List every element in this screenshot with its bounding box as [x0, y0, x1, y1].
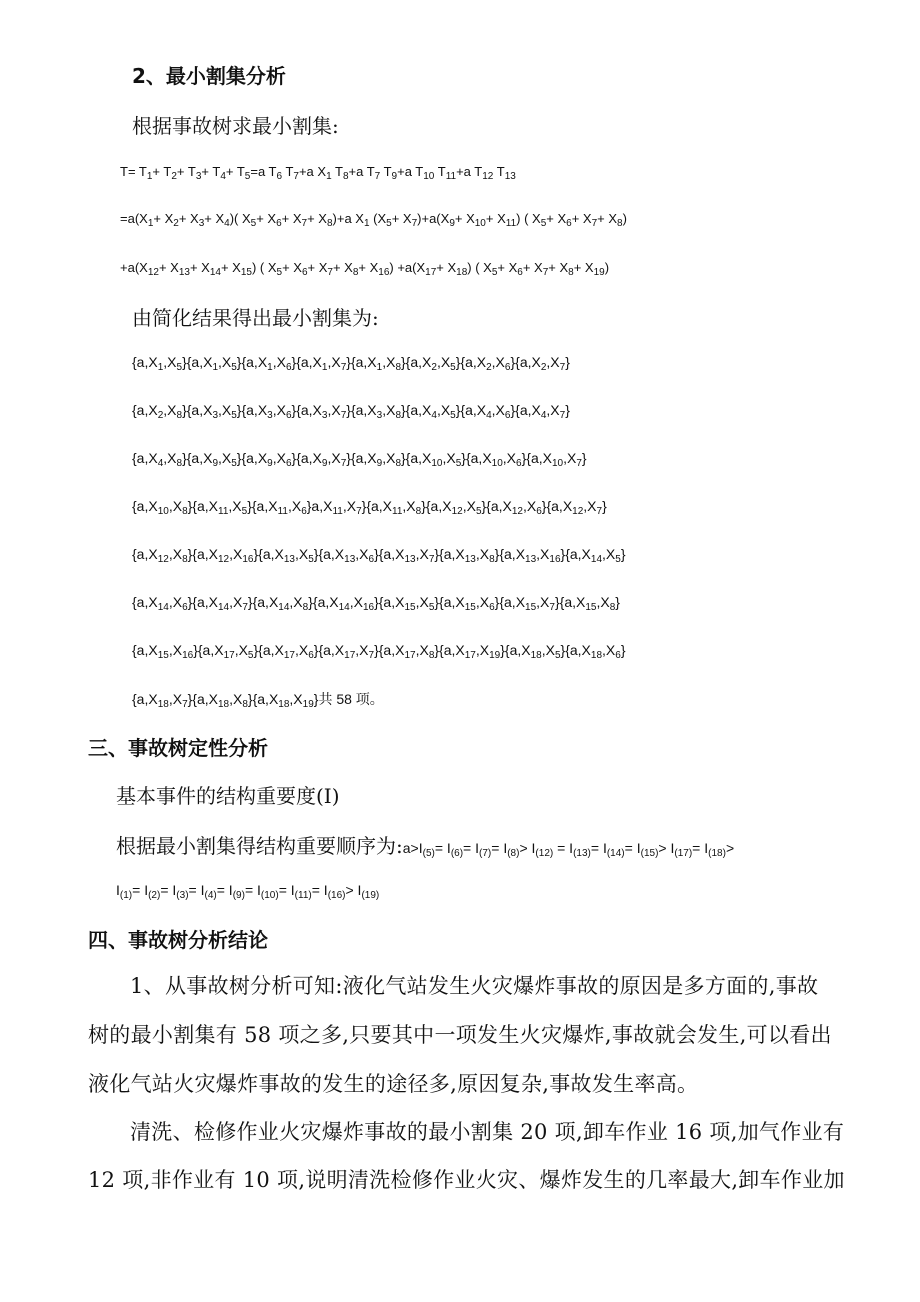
- subscript: 8: [568, 267, 574, 278]
- subscript: 8: [242, 699, 248, 710]
- subscript: 19: [593, 267, 605, 278]
- subscript: 12: [482, 171, 494, 182]
- subscript: 17: [223, 650, 235, 661]
- subscript: 16: [182, 650, 194, 661]
- subscript: 6: [516, 458, 522, 469]
- subscript: 7: [340, 458, 347, 469]
- subscript: 2: [486, 362, 492, 373]
- subscript: 3: [198, 218, 205, 229]
- subscript: 17: [464, 650, 476, 661]
- subscript: 5: [247, 650, 254, 661]
- subscript: (17): [674, 848, 693, 859]
- subscript: 15: [240, 267, 252, 278]
- subscript: 17: [283, 650, 295, 661]
- subscript: 7: [327, 267, 333, 278]
- subscript: 7: [542, 267, 549, 278]
- subscript: 7: [576, 458, 582, 469]
- subscript: 4: [540, 410, 547, 421]
- equation-line-2: $=a(X_1+ X_2+ X_3+ X_4)$( $X_5+ X_6+ X_7+ X_8)+a$ $X_1$ $(X_5+ X_7)+a(X_9+ X_{10}+ X_{11})$ ( $X_5+ X_6+ X_7+ X_8$): [120, 211, 627, 229]
- subscript: 1: [147, 218, 154, 229]
- subscript: 10: [157, 506, 169, 517]
- subscript: 5: [450, 410, 456, 421]
- importance-order-formula-1: $a>I_{(5)}= I_{(6)}= I_{(7)}= I_{(8)}> I_{(12)} = I_{(13)}= I_{(14)}= I_{(15)}> I_{(17)}= I_{(18)}>$: [402, 840, 735, 859]
- subscript: 7: [596, 506, 603, 517]
- subscript: (1): [119, 890, 133, 901]
- cut-set-line-3: $\{a,X_4,X_8\}\{a,X_9,X_5\}\{a,X_9,X_6\}\{a,X_9,X_7\}\{a,X_9,X_8\}\{a,X_{10},X_5\}\{a,X_{10},X_6\}\{a,X_{10},X_7\}$: [132, 450, 587, 469]
- subscript: 9: [376, 458, 383, 469]
- subscript: 13: [464, 554, 476, 565]
- equation-line-3: $+a(X_{12}+ X_{13}+ X_{14}+ X_{15})$ ( $X_5+ X_6+ X_7+ X_8+ X_{16}) +a(X_{17}+ X_{18})$ ( $X_5+ X_6+ X_7+ X_8+ X_{19}$): [120, 260, 610, 278]
- subscript: 8: [428, 650, 435, 661]
- subscript: 6: [285, 362, 292, 373]
- subscript: (11): [294, 890, 312, 901]
- subscript: (7): [479, 848, 492, 859]
- subscript: 18: [278, 699, 290, 710]
- subscript: 3: [267, 410, 273, 421]
- subscript: (18): [708, 848, 726, 859]
- cut-set-line-8: $\{a,X_{18},X_7\}\{a,X_{18},X_8\}\{a,X_{18},X_{19}\}$共 58 项。: [132, 691, 384, 710]
- subscript: 2: [171, 171, 177, 182]
- subscript: 5: [231, 410, 237, 421]
- subscript: 18: [218, 699, 230, 710]
- subscript: 5: [428, 602, 435, 613]
- subscript: (3): [176, 890, 189, 901]
- subscript: 4: [157, 458, 164, 469]
- subscript: 12: [218, 554, 230, 565]
- subscript: 8: [489, 554, 495, 565]
- subscript: 12: [511, 506, 523, 517]
- subscript: 4: [224, 218, 230, 229]
- subscript: 6: [285, 458, 292, 469]
- subscript: 5: [386, 218, 392, 229]
- subscript: 13: [178, 267, 190, 278]
- cut-set-line-2: $\{a,X_2,X_8\}\{a,X_3,X_5\}\{a,X_3,X_6\}\{a,X_3,X_7\}\{a,X_3,X_8\}\{a,X_4,X_5\}\{a,X_4,X_6\}\{a,X_4,X_7\}$: [132, 402, 570, 421]
- subscript: 14: [218, 602, 230, 613]
- subscript: 5: [455, 458, 462, 469]
- cut-set-line-5: $\{a,X_{12},X_8\}\{a,X_{12},X_{16}\}\{a,X_{13},X_5\}\{a,X_{13},X_6\}\{a,X_{13},X_7\}\{a,X_{13},X_8\}\{a,X_{13},X_{16}\}\{a,X_{14},X_5\}$: [132, 546, 626, 565]
- section-2-heading: 2、最小割集分析: [132, 64, 286, 88]
- cut-set-line-1: $\{a,X_1,X_5\}\{a,X_1,X_5\}\{a,X_1,X_6\}\{a,X_1,X_7\}\{a,X_1,X_8\}\{a,X_2,X_5\}\{a,X_2,X_6\}\{a,X_2,X_7\}$: [132, 354, 570, 373]
- subscript: 8: [302, 602, 309, 613]
- subscript: 6: [504, 362, 511, 373]
- subscript: 6: [276, 218, 282, 229]
- importance-order-prefix: 根据最小割集得结构重要顺序为:: [116, 834, 403, 858]
- subscript: 6: [182, 602, 188, 613]
- subscript: 2: [173, 218, 179, 229]
- subscript: 4: [220, 171, 226, 182]
- subscript: 7: [340, 362, 347, 373]
- subscript: 8: [182, 506, 188, 517]
- subscript: 12: [451, 506, 463, 517]
- subscript: 7: [368, 650, 375, 661]
- subscript: (15): [640, 848, 659, 859]
- subscript: 15: [525, 602, 537, 613]
- subscript: 14: [278, 602, 290, 613]
- subscript: 8: [326, 218, 333, 229]
- subscript: 10: [423, 171, 435, 182]
- subscript: 6: [504, 410, 511, 421]
- subscript: 18: [590, 650, 603, 661]
- subscript: 6: [285, 410, 292, 421]
- subscript: (19): [361, 890, 380, 901]
- subscript: 5: [276, 267, 283, 278]
- subscript: 5: [308, 554, 314, 565]
- subscript: 2: [540, 362, 547, 373]
- subscript: 9: [212, 458, 218, 469]
- subscript: 13: [525, 554, 537, 565]
- subscript: 17: [425, 267, 437, 278]
- equation-line-1: $T= T_1+ T_2+ T_3+ T_4+ T_5=a$ $T_6$ $T_7+a$ $X_1$ $T_8+a$ $T_7$ $T_9+a$ $T_{10}$ $T_{11}+a$ $T_{12}$ $T_{13}$: [120, 164, 516, 182]
- subscript: 15: [404, 602, 416, 613]
- subscript: 6: [308, 650, 314, 661]
- cut-set-line-6: $\{a,X_{14},X_6\}\{a,X_{14},X_7\}\{a,X_{14},X_8\}\{a,X_{14},X_{16}\}\{a,X_{15},X_5\}\{a,X_{15},X_6\}\{a,X_{15},X_7\}\{a,X_{15},X_8\}$: [132, 594, 620, 613]
- subscript: 5: [244, 171, 251, 182]
- subscript: 17: [344, 650, 356, 661]
- subscript: 16: [549, 554, 561, 565]
- subscript: 18: [456, 267, 468, 278]
- subscript: 8: [352, 267, 359, 278]
- subscript: 7: [242, 602, 248, 613]
- subscript: 1: [321, 362, 328, 373]
- subscript: (14): [606, 848, 625, 859]
- cut-set-intro: 根据事故树求最小割集:: [132, 114, 339, 138]
- subscript: 8: [617, 218, 623, 229]
- importance-order-line-2: $I_{(1)}= I_{(2)}= I_{(3)}= I_{(4)}= I_{(9)}= I_{(10)}= I_{(11)}= I_{(16)}> I_{(19)}$: [116, 882, 380, 901]
- subscript: 5: [241, 506, 248, 517]
- subscript: 8: [342, 171, 349, 182]
- subscript: 8: [395, 410, 401, 421]
- subscript: 3: [195, 171, 202, 182]
- subscript: 6: [615, 650, 621, 661]
- subscript: 11: [218, 506, 229, 517]
- subscript: 5: [250, 218, 257, 229]
- subscript: (12): [535, 848, 554, 859]
- subscript: 5: [475, 506, 482, 517]
- subscript: 3: [212, 410, 218, 421]
- subscript: 1: [326, 171, 332, 182]
- subscript: 10: [551, 458, 564, 469]
- subscript: 7: [293, 171, 299, 182]
- subscript: 13: [404, 554, 416, 565]
- subscript: 8: [415, 506, 422, 517]
- importance-order-line-1: [116, 830, 734, 859]
- subscript: 5: [554, 650, 561, 661]
- subscript: 1: [157, 362, 164, 373]
- section-3-heading: 三、事故树定性分析: [88, 736, 268, 760]
- subscript: 19: [489, 650, 501, 661]
- subscript: 18: [530, 650, 542, 661]
- subscript: 13: [504, 171, 516, 182]
- subscript: 7: [301, 218, 308, 229]
- subscript: 8: [609, 602, 616, 613]
- importance-subheading: 基本事件的结构重要度(I): [116, 784, 340, 808]
- cut-set-line-7: $\{a,X_{15},X_{16}\}\{a,X_{17},X_5\}\{a,X_{17},X_6\}\{a,X_{17},X_7\}\{a,X_{17},X_8\}\{a,X_{17},X_{19}\}\{a,X_{18},X_5\}\{a,X_{18},X_6\}$: [132, 642, 626, 661]
- subscript: 6: [368, 554, 375, 565]
- subscript: 6: [301, 506, 307, 517]
- conclusion-line-4: 清洗、检修作业火灾爆炸事故的最小割集 20 项,卸车作业 16 项,加气作业有: [130, 1120, 845, 1144]
- subscript: 8: [182, 554, 188, 565]
- section-4-heading: 四、事故树分析结论: [88, 928, 268, 952]
- subscript: 1: [376, 362, 383, 373]
- subscript: 5: [176, 362, 183, 373]
- subscript: 1: [363, 218, 370, 229]
- subscript: 14: [209, 267, 221, 278]
- subscript: 14: [157, 602, 169, 613]
- subscript: 17: [404, 650, 416, 661]
- subscript: 7: [428, 554, 435, 565]
- subscript: 10: [491, 458, 503, 469]
- subscript: 12: [572, 506, 584, 517]
- subscript: 5: [540, 218, 547, 229]
- subscript: 19: [302, 699, 314, 710]
- subscript: 7: [340, 410, 347, 421]
- subscript: 10: [431, 458, 443, 469]
- subscript: 3: [321, 410, 328, 421]
- subscript: 16: [378, 267, 390, 278]
- subscript: 15: [157, 650, 169, 661]
- subscript: 12: [147, 267, 159, 278]
- subscript: 1: [146, 171, 153, 182]
- subscript: 5: [615, 554, 621, 565]
- subscript: 6: [301, 267, 308, 278]
- subscript: 7: [559, 410, 566, 421]
- subscript: 8: [395, 458, 401, 469]
- subscript: (10): [260, 890, 279, 901]
- subscript: 6: [536, 506, 542, 517]
- subscript: 9: [449, 218, 455, 229]
- subscript: (16): [327, 890, 346, 901]
- subscript: 12: [157, 554, 169, 565]
- subscript: 3: [376, 410, 383, 421]
- subscript: 13: [283, 554, 295, 565]
- subscript: 9: [267, 458, 273, 469]
- subscript: 7: [559, 362, 566, 373]
- subscript: 18: [157, 699, 169, 710]
- subscript: (9): [232, 890, 245, 901]
- subscript: 4: [486, 410, 492, 421]
- subscript: (8): [507, 848, 520, 859]
- subscript: 6: [489, 602, 495, 613]
- subscript: 7: [356, 506, 362, 517]
- subscript: 14: [338, 602, 350, 613]
- subscript: 1: [267, 362, 273, 373]
- subscript: 5: [450, 362, 456, 373]
- conclusion-line-2: 树的最小割集有 58 项之多,只要其中一项发生火灾爆炸,事故就会发生,可以看出: [88, 1023, 832, 1047]
- subscript: 6: [566, 218, 572, 229]
- subscript: 10: [474, 218, 486, 229]
- subscript: 15: [585, 602, 597, 613]
- subscript: (4): [204, 890, 217, 901]
- subscript: 16: [242, 554, 254, 565]
- subscript: 2: [157, 410, 164, 421]
- subscript: 5: [231, 362, 237, 373]
- subscript: 8: [395, 362, 401, 373]
- subscript: 4: [431, 410, 437, 421]
- subscript: 11: [392, 506, 403, 517]
- result-intro: 由简化结果得出最小割集为:: [132, 306, 379, 330]
- subscript: 8: [176, 458, 183, 469]
- conclusion-line-1: 1、从事故树分析可知:液化气站发生火灾爆炸事故的原因是多方面的,事故: [130, 974, 819, 998]
- conclusion-line-5: 12 项,非作业有 10 项,说明清洗检修作业火灾、爆炸发生的几率最大,卸车作业加: [88, 1168, 845, 1192]
- subscript: 7: [549, 602, 555, 613]
- subscript: 7: [411, 218, 418, 229]
- subscript: 14: [590, 554, 603, 565]
- subscript: 2: [431, 362, 437, 373]
- subscript: 11: [277, 506, 288, 517]
- subscript: 7: [374, 171, 381, 182]
- cut-set-line-4: $\{a,X_{10},X_8\}\{a,X_{11},X_5\}\{a,X_{11},X_6\}a,X_{11},X_7\}\{a,X_{11},X_8\}\{a,X_{12},X_5\}\{a,X_{12},X_6\}\{a,X_{12},X_7\}$: [132, 498, 607, 517]
- subscript: 11: [445, 171, 457, 182]
- subscript: (5): [422, 848, 435, 859]
- subscript: 1: [212, 362, 218, 373]
- conclusion-line-3: 液化气站火灾爆炸事故的发生的途径多,原因复杂,事故发生率高。: [88, 1072, 699, 1096]
- subscript: (6): [450, 848, 464, 859]
- subscript: 9: [391, 171, 398, 182]
- subscript: 15: [464, 602, 476, 613]
- subscript: 11: [505, 218, 517, 229]
- subscript: 6: [276, 171, 283, 182]
- subscript: 6: [517, 267, 523, 278]
- subscript: 8: [176, 410, 183, 421]
- subscript: 5: [491, 267, 498, 278]
- subscript: 9: [321, 458, 328, 469]
- subscript: 16: [362, 602, 375, 613]
- subscript: 13: [344, 554, 356, 565]
- subscript: 5: [231, 458, 237, 469]
- subscript: 11: [332, 506, 343, 517]
- subscript: 7: [591, 218, 598, 229]
- subscript: (13): [573, 848, 591, 859]
- subscript: (2): [148, 890, 161, 901]
- subscript: 7: [182, 699, 188, 710]
